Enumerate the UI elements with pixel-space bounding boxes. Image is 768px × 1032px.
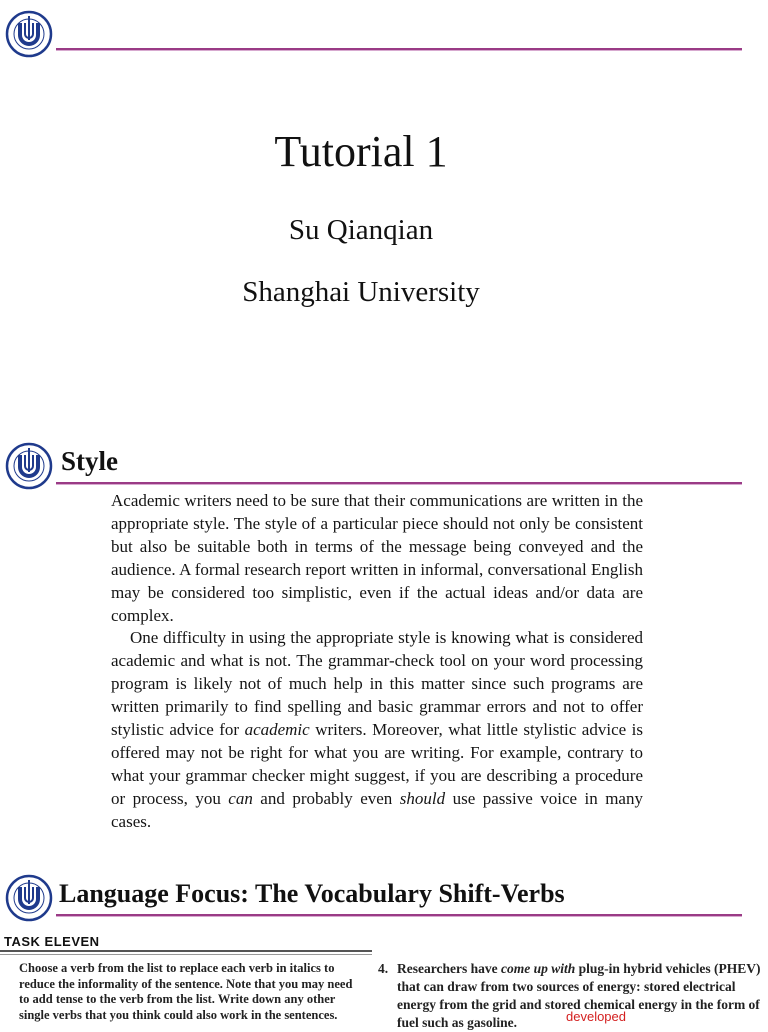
university-logo-icon: [5, 6, 53, 66]
slide-title: Tutorial 1: [274, 127, 448, 176]
title-slide: [0, 0, 768, 420]
author-name: Su Qianqian: [288, 214, 434, 246]
text-run: One difficulty in using the appropriate style is knowing what is considered academic and what is not. The grammar-check tool on your word processing program is likely not of much help in this matter since such programs are written primarily to find spelling and basic grammar errors and not to offer stylistic advice for: [111, 628, 643, 740]
vocabulary-slide: [0, 866, 768, 1030]
task-label: TASK ELEVEN: [4, 934, 100, 949]
university-logo-icon: [5, 870, 53, 930]
emphasis: should: [399, 788, 446, 808]
header-rule: [56, 48, 742, 50]
slide-heading: Language Focus: The Vocabulary Shift-Verbs: [59, 879, 565, 908]
paragraph: Academic writers need to be sure that their communications are written in the appropriate style. The style of a particular piece should not only be consistent but also be suitable both in terms of the message being conveyed and the audience. A formal research report written in informal, conversational English may be considered too simplistic, even if the actual ideas and/or data are complex.: [111, 491, 643, 625]
emphasis: academic: [244, 720, 310, 740]
emphasis: come up with: [500, 961, 576, 976]
task-instructions: Choose a verb from the list to replace each verb in italics to reduce the informality of the sentence. Note that you may need to add tense to the verb from the list. Write down any other single verbs that you think could also work in the sentences.: [19, 961, 353, 1022]
header-rule: [56, 914, 742, 916]
text-run: use passive voice in many cases.: [111, 788, 643, 831]
header-rule: [56, 482, 742, 484]
institution-name: Shanghai University: [242, 276, 480, 308]
text-run: plug-in hybrid vehicles (PHEV) that can draw from two sources of energy: stored electrical energy from the grid and stored chemical energy in the form of fuel such as gasoline.: [397, 961, 761, 1030]
style-slide: [0, 432, 768, 852]
item-number: 4.: [378, 961, 389, 976]
style-body-text: [111, 490, 643, 834]
emphasis: can: [228, 788, 253, 808]
slide-heading: Style: [61, 446, 118, 476]
university-logo-icon: [5, 438, 53, 498]
text-run: writers. Moreover, what little stylistic advice is offered may not be right for what you are writing. For example, contrary to what your grammar checker might suggest, if you are describing a procedure or process, you: [111, 720, 644, 808]
text-run: and probably even: [252, 788, 400, 808]
text-run: Researchers have: [397, 961, 501, 976]
paragraph: [111, 627, 643, 833]
task-divider: [0, 954, 372, 955]
task-divider: [0, 950, 372, 952]
handwritten-answer: developed: [566, 1009, 626, 1024]
